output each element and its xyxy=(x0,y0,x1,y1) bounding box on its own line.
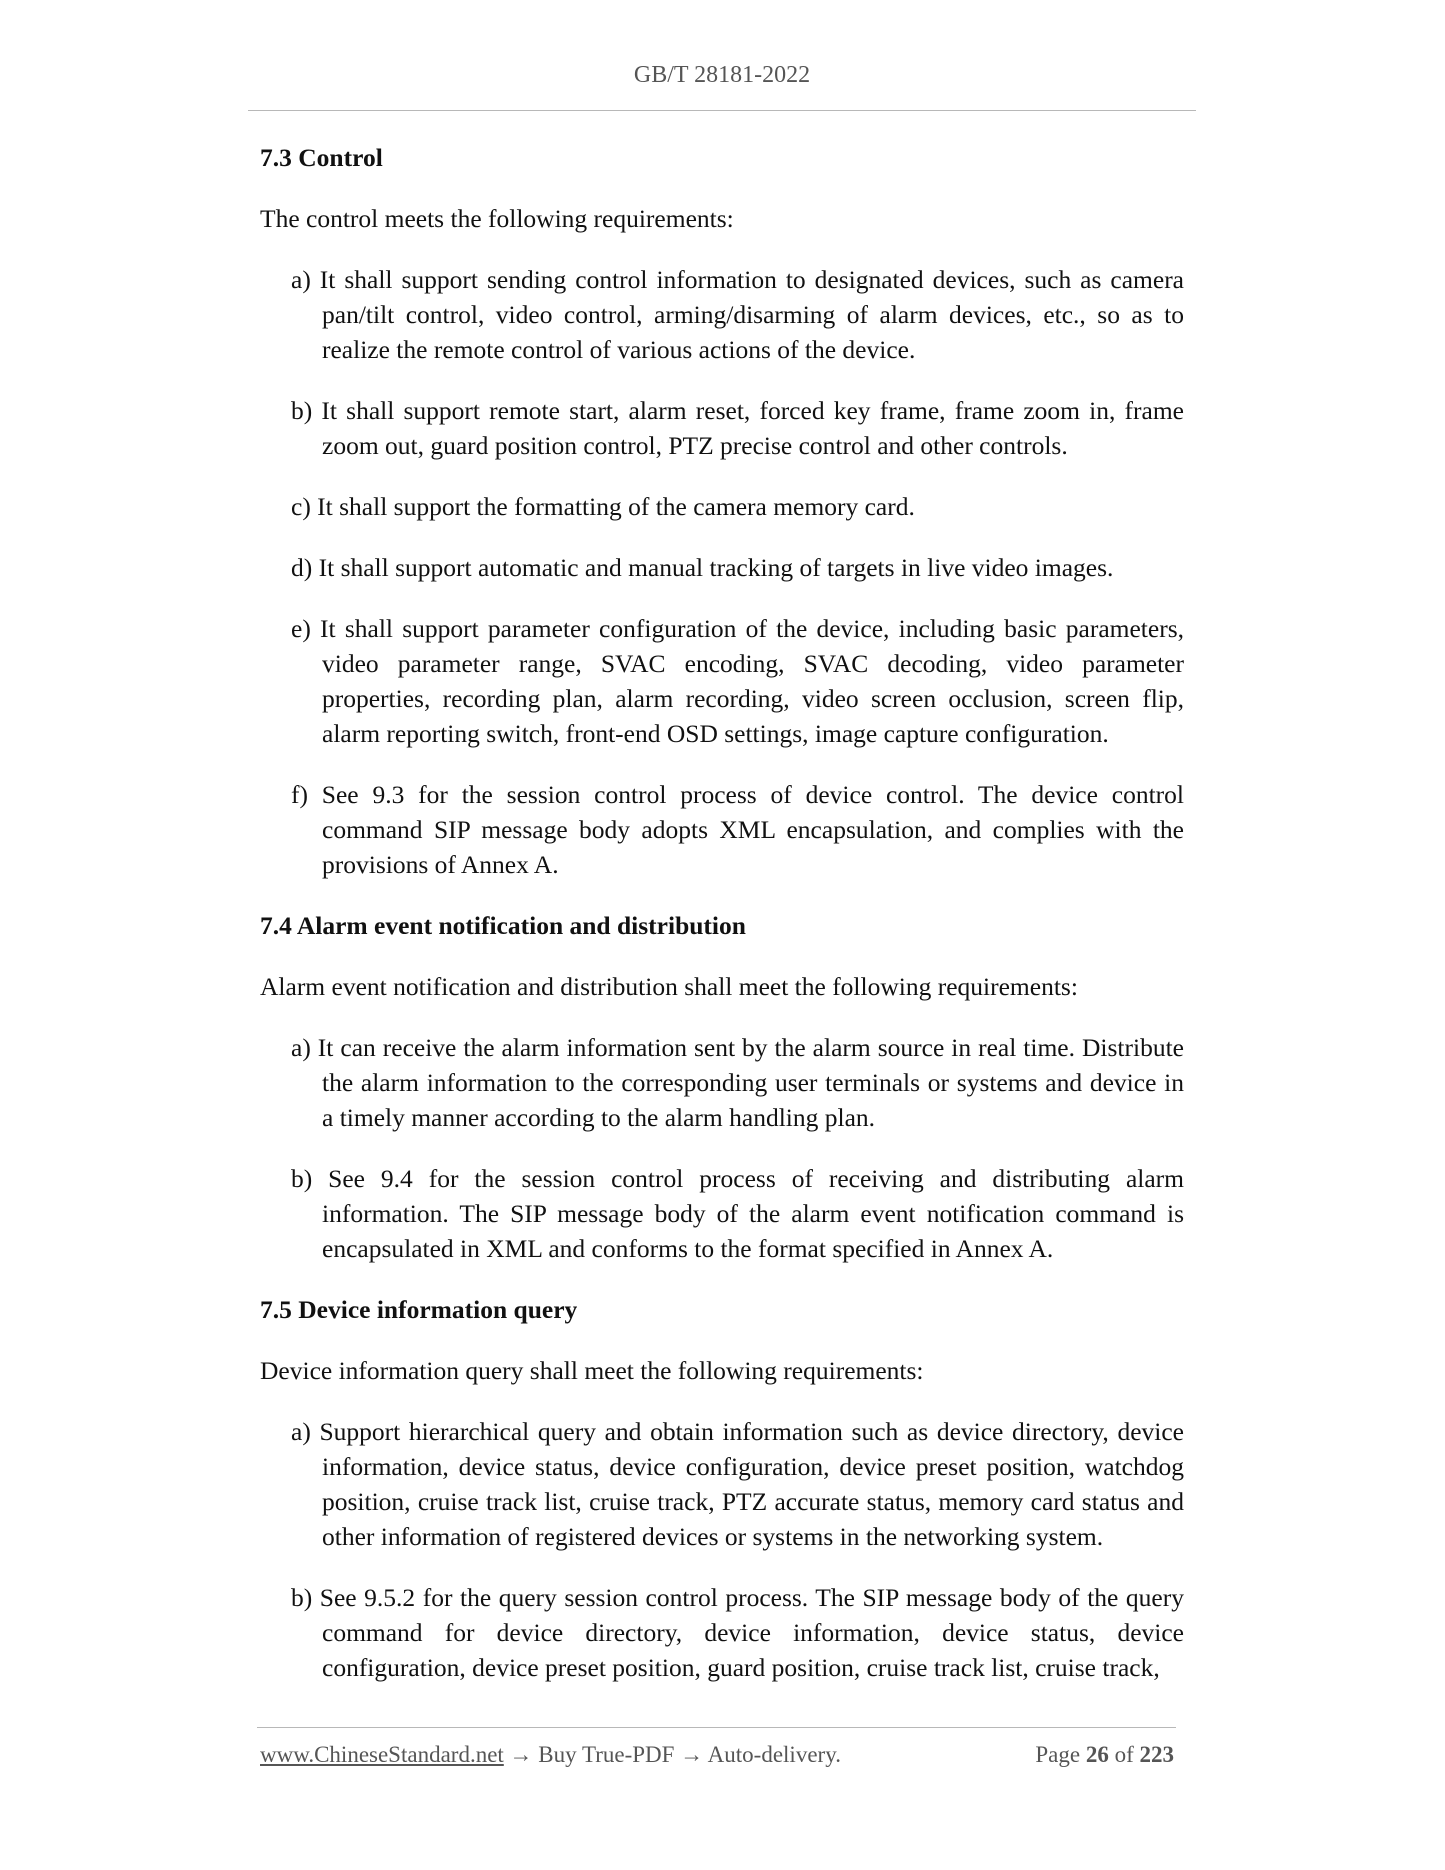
list-item: a) Support hierarchical query and obtain information such as device directory, device information, device status, device configuration, device preset position, watchdog position, cruise track list, cruise track, PTZ accurate status, memory card status and other information of registered devices or systems in the networking system. xyxy=(291,1417,1184,1551)
buy-pdf-text: Buy True-PDF xyxy=(538,1742,675,1767)
section-intro-7-5: Device information query shall meet the following requirements: xyxy=(260,1356,924,1385)
page-number xyxy=(1035,1742,1174,1768)
page-header: GB/T 28181-2022 xyxy=(633,62,811,88)
section-heading-7-3: 7.3 Control xyxy=(260,143,383,172)
list-item: d) It shall support automatic and manual tracking of targets in live video images. xyxy=(291,553,1114,582)
list-item: b) See 9.5.2 for the query session control process. The SIP message body of the query command for device directory, device information, device status, device configuration, device preset position, guard position, cruise track list, cruise track, xyxy=(291,1583,1184,1682)
section-intro-7-4: Alarm event notification and distribution shall meet the following requirements: xyxy=(260,972,1078,1001)
section-heading-7-4: 7.4 Alarm event notification and distribution xyxy=(260,911,746,940)
requirements-list-7-4 xyxy=(260,1030,1184,1266)
arrow-right-icon: → xyxy=(680,1742,704,1767)
footer-promo xyxy=(260,1742,841,1768)
list-item: a) It can receive the alarm information sent by the alarm source in real time. Distribute the alarm information to the corresponding user terminals or systems and device in a timely manner according to the alarm handling plan. xyxy=(291,1033,1184,1132)
list-item: c) It shall support the formatting of the camera memory card. xyxy=(291,492,915,521)
of-label: of xyxy=(1114,1742,1134,1767)
requirements-list-7-5 xyxy=(260,1414,1184,1685)
list-item: b) It shall support remote start, alarm reset, forced key frame, frame zoom in, frame zoom out, guard position control, PTZ precise control and other controls. xyxy=(291,396,1184,460)
list-item: e) It shall support parameter configuration of the device, including basic parameters, video parameter range, SVAC encoding, SVAC decoding, video parameter properties, recording plan, alarm recording, video screen occlusion, screen flip, alarm reporting switch, front-end OSD settings, image capture configuration. xyxy=(291,614,1184,748)
arrow-right-icon: → xyxy=(509,1742,533,1767)
requirements-list-7-3 xyxy=(260,262,1184,882)
section-intro-7-3: The control meets the following requirements: xyxy=(260,204,734,233)
list-item: b) See 9.4 for the session control process of receiving and distributing alarm information. The SIP message body of the alarm event notification command is encapsulated in XML and conforms to the format specified in Annex A. xyxy=(291,1164,1184,1263)
list-item: f) See 9.3 for the session control process of device control. The device control command SIP message body adopts XML encapsulation, and complies with the provisions of Annex A. xyxy=(291,780,1184,879)
list-item: a) It shall support sending control information to designated devices, such as camera pan/tilt control, video control, arming/disarming of alarm devices, etc., so as to realize the remote control of various actions of the device. xyxy=(291,265,1184,364)
auto-delivery-text: Auto-delivery. xyxy=(707,1742,841,1767)
page-label: Page xyxy=(1035,1742,1081,1767)
current-page: 26 xyxy=(1085,1742,1109,1767)
total-pages: 223 xyxy=(1139,1742,1174,1767)
document-body xyxy=(260,140,1184,1685)
site-link[interactable]: www.ChineseStandard.net xyxy=(260,1742,504,1767)
section-heading-7-5: 7.5 Device information query xyxy=(260,1295,578,1324)
header-divider xyxy=(248,110,1196,111)
footer-divider xyxy=(257,1727,1176,1728)
